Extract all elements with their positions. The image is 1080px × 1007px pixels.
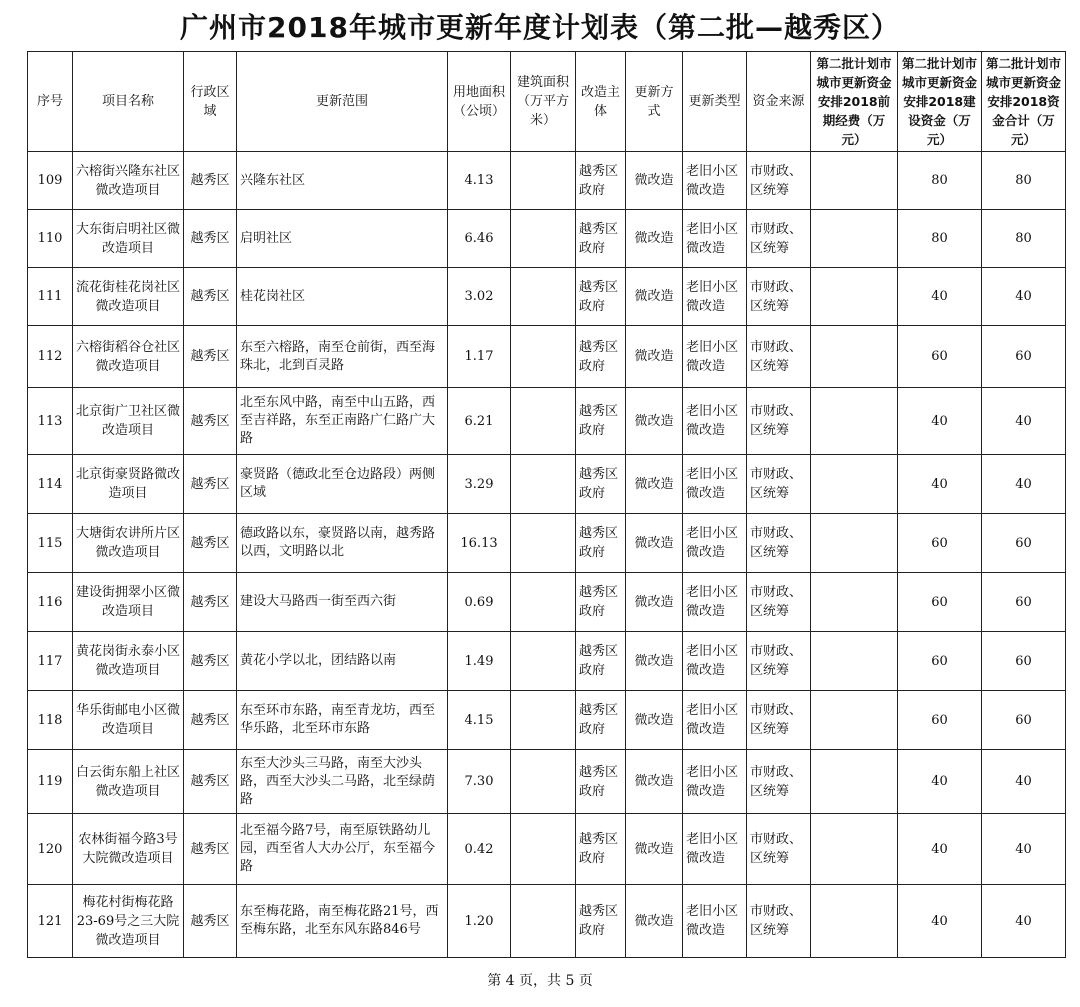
cell-total-fund: 40 — [982, 885, 1066, 958]
cell-prev-fund — [811, 750, 898, 814]
cell-fund-source: 市财政、区统筹 — [747, 750, 811, 814]
cell-prev-fund — [811, 455, 898, 514]
cell-total-fund: 60 — [982, 326, 1066, 388]
cell-total-fund: 40 — [982, 388, 1066, 455]
cell-scope: 东至环市东路，南至青龙坊，西至华乐路，北至环市东路 — [237, 691, 448, 750]
cell-district: 越秀区 — [184, 632, 237, 691]
cell-type: 老旧小区微改造 — [683, 514, 747, 573]
header-land-area: 用地面积（公顷） — [448, 52, 511, 152]
cell-build-fund: 60 — [898, 514, 982, 573]
table-row — [28, 691, 1066, 750]
header-building-area: 建筑面积（万平方米） — [511, 52, 576, 152]
cell-building-area — [511, 691, 576, 750]
cell-fund-source: 市财政、区统筹 — [747, 814, 811, 885]
cell-type: 老旧小区微改造 — [683, 152, 747, 210]
cell-method: 微改造 — [626, 691, 683, 750]
cell-type: 老旧小区微改造 — [683, 691, 747, 750]
cell-scope: 启明社区 — [237, 210, 448, 268]
table-row — [28, 514, 1066, 573]
cell-total-fund: 40 — [982, 455, 1066, 514]
cell-type: 老旧小区微改造 — [683, 326, 747, 388]
header-prev-fund: 第二批计划市城市更新资金安排2018前期经费（万元） — [811, 52, 898, 152]
cell-build-fund: 60 — [898, 632, 982, 691]
cell-type: 老旧小区微改造 — [683, 388, 747, 455]
cell-subject: 越秀区政府 — [576, 885, 626, 958]
cell-seq: 114 — [28, 455, 73, 514]
cell-district: 越秀区 — [184, 210, 237, 268]
cell-type: 老旧小区微改造 — [683, 268, 747, 326]
cell-fund-source: 市财政、区统筹 — [747, 514, 811, 573]
cell-seq: 121 — [28, 885, 73, 958]
cell-seq: 115 — [28, 514, 73, 573]
table-row — [28, 750, 1066, 814]
cell-name: 白云街东船上社区微改造项目 — [73, 750, 184, 814]
cell-prev-fund — [811, 514, 898, 573]
header-scope: 更新范围 — [237, 52, 448, 152]
cell-subject: 越秀区政府 — [576, 455, 626, 514]
cell-name: 农林街福今路3号大院微改造项目 — [73, 814, 184, 885]
cell-build-fund: 40 — [898, 750, 982, 814]
cell-scope: 黄花小学以北，团结路以南 — [237, 632, 448, 691]
cell-scope: 东至梅花路，南至梅花路21号，西至梅东路，北至东风东路846号 — [237, 885, 448, 958]
cell-method: 微改造 — [626, 210, 683, 268]
cell-subject: 越秀区政府 — [576, 326, 626, 388]
header-type: 更新类型 — [683, 52, 747, 152]
table-row — [28, 632, 1066, 691]
cell-fund-source: 市财政、区统筹 — [747, 268, 811, 326]
cell-land-area: 3.02 — [448, 268, 511, 326]
cell-prev-fund — [811, 152, 898, 210]
cell-method: 微改造 — [626, 750, 683, 814]
cell-subject: 越秀区政府 — [576, 814, 626, 885]
cell-prev-fund — [811, 691, 898, 750]
cell-seq: 111 — [28, 268, 73, 326]
cell-seq: 110 — [28, 210, 73, 268]
header-build-fund: 第二批计划市城市更新资金安排2018建设资金（万元） — [898, 52, 982, 152]
cell-land-area: 1.49 — [448, 632, 511, 691]
cell-name: 华乐街邮电小区微改造项目 — [73, 691, 184, 750]
cell-subject: 越秀区政府 — [576, 268, 626, 326]
cell-method: 微改造 — [626, 326, 683, 388]
cell-total-fund: 40 — [982, 750, 1066, 814]
header-method: 更新方式 — [626, 52, 683, 152]
cell-fund-source: 市财政、区统筹 — [747, 885, 811, 958]
cell-seq: 116 — [28, 573, 73, 632]
cell-fund-source: 市财政、区统筹 — [747, 152, 811, 210]
table-row — [28, 268, 1066, 326]
cell-type: 老旧小区微改造 — [683, 885, 747, 958]
cell-building-area — [511, 268, 576, 326]
cell-name: 建设街拥翠小区微改造项目 — [73, 573, 184, 632]
cell-total-fund: 60 — [982, 691, 1066, 750]
cell-total-fund: 60 — [982, 632, 1066, 691]
cell-seq: 113 — [28, 388, 73, 455]
cell-land-area: 1.20 — [448, 885, 511, 958]
cell-type: 老旧小区微改造 — [683, 573, 747, 632]
table-row — [28, 814, 1066, 885]
table-row — [28, 573, 1066, 632]
cell-build-fund: 60 — [898, 691, 982, 750]
header-seq: 序号 — [28, 52, 73, 152]
cell-prev-fund — [811, 210, 898, 268]
cell-land-area: 4.13 — [448, 152, 511, 210]
cell-build-fund: 80 — [898, 210, 982, 268]
cell-name: 北京街豪贤路微改造项目 — [73, 455, 184, 514]
cell-total-fund: 80 — [982, 152, 1066, 210]
cell-total-fund: 80 — [982, 210, 1066, 268]
cell-type: 老旧小区微改造 — [683, 814, 747, 885]
cell-district: 越秀区 — [184, 326, 237, 388]
cell-method: 微改造 — [626, 455, 683, 514]
cell-building-area — [511, 210, 576, 268]
cell-method: 微改造 — [626, 388, 683, 455]
cell-district: 越秀区 — [184, 455, 237, 514]
cell-prev-fund — [811, 814, 898, 885]
cell-name: 黄花岗街永泰小区微改造项目 — [73, 632, 184, 691]
cell-district: 越秀区 — [184, 388, 237, 455]
cell-fund-source: 市财政、区统筹 — [747, 691, 811, 750]
cell-build-fund: 40 — [898, 885, 982, 958]
cell-build-fund: 60 — [898, 573, 982, 632]
cell-land-area: 0.42 — [448, 814, 511, 885]
cell-district: 越秀区 — [184, 573, 237, 632]
cell-district: 越秀区 — [184, 268, 237, 326]
cell-subject: 越秀区政府 — [576, 388, 626, 455]
table-header-row — [28, 52, 1066, 152]
table-body — [28, 152, 1066, 958]
cell-seq: 117 — [28, 632, 73, 691]
header-district: 行政区域 — [184, 52, 237, 152]
page-footer: 第 4 页，共 5 页 — [487, 973, 593, 989]
cell-prev-fund — [811, 268, 898, 326]
cell-scope: 豪贤路（德政北至仓边路段）两侧区域 — [237, 455, 448, 514]
cell-district: 越秀区 — [184, 814, 237, 885]
cell-prev-fund — [811, 885, 898, 958]
cell-scope: 桂花岗社区 — [237, 268, 448, 326]
cell-building-area — [511, 152, 576, 210]
cell-land-area: 0.69 — [448, 573, 511, 632]
header-name: 项目名称 — [73, 52, 184, 152]
cell-type: 老旧小区微改造 — [683, 210, 747, 268]
cell-build-fund: 80 — [898, 152, 982, 210]
cell-scope: 北至东风中路，南至中山五路，西至吉祥路，东至正南路广仁路广大路 — [237, 388, 448, 455]
cell-building-area — [511, 455, 576, 514]
cell-seq: 118 — [28, 691, 73, 750]
cell-method: 微改造 — [626, 814, 683, 885]
cell-total-fund: 60 — [982, 573, 1066, 632]
cell-land-area: 7.30 — [448, 750, 511, 814]
cell-subject: 越秀区政府 — [576, 514, 626, 573]
cell-building-area — [511, 750, 576, 814]
cell-prev-fund — [811, 632, 898, 691]
cell-method: 微改造 — [626, 268, 683, 326]
cell-land-area: 3.29 — [448, 455, 511, 514]
cell-land-area: 4.15 — [448, 691, 511, 750]
cell-building-area — [511, 514, 576, 573]
cell-method: 微改造 — [626, 573, 683, 632]
cell-scope: 东至大沙头三马路，南至大沙头路，西至大沙头二马路，北至绿荫路 — [237, 750, 448, 814]
cell-method: 微改造 — [626, 885, 683, 958]
cell-subject: 越秀区政府 — [576, 210, 626, 268]
cell-prev-fund — [811, 573, 898, 632]
cell-building-area — [511, 885, 576, 958]
cell-subject: 越秀区政府 — [576, 632, 626, 691]
cell-land-area: 16.13 — [448, 514, 511, 573]
cell-type: 老旧小区微改造 — [683, 632, 747, 691]
cell-subject: 越秀区政府 — [576, 152, 626, 210]
cell-subject: 越秀区政府 — [576, 691, 626, 750]
cell-land-area: 6.46 — [448, 210, 511, 268]
cell-district: 越秀区 — [184, 514, 237, 573]
cell-total-fund: 40 — [982, 814, 1066, 885]
cell-fund-source: 市财政、区统筹 — [747, 573, 811, 632]
cell-scope: 北至福今路7号，南至原铁路幼儿园，西至省人大办公厅，东至福今路 — [237, 814, 448, 885]
cell-land-area: 6.21 — [448, 388, 511, 455]
cell-seq: 120 — [28, 814, 73, 885]
cell-fund-source: 市财政、区统筹 — [747, 455, 811, 514]
cell-seq: 112 — [28, 326, 73, 388]
cell-scope: 德政路以东，豪贤路以南，越秀路以西，文明路以北 — [237, 514, 448, 573]
cell-scope: 建设大马路西一街至西六街 — [237, 573, 448, 632]
cell-build-fund: 40 — [898, 814, 982, 885]
cell-total-fund: 60 — [982, 514, 1066, 573]
cell-district: 越秀区 — [184, 750, 237, 814]
header-subject: 改造主体 — [576, 52, 626, 152]
table-row — [28, 455, 1066, 514]
cell-prev-fund — [811, 388, 898, 455]
cell-subject: 越秀区政府 — [576, 750, 626, 814]
cell-name: 大塘街农讲所片区微改造项目 — [73, 514, 184, 573]
cell-name: 六榕街兴隆东社区微改造项目 — [73, 152, 184, 210]
cell-method: 微改造 — [626, 632, 683, 691]
table-row — [28, 152, 1066, 210]
table-row — [28, 326, 1066, 388]
cell-building-area — [511, 388, 576, 455]
cell-total-fund: 40 — [982, 268, 1066, 326]
cell-build-fund: 40 — [898, 268, 982, 326]
cell-build-fund: 40 — [898, 455, 982, 514]
cell-seq: 119 — [28, 750, 73, 814]
cell-fund-source: 市财政、区统筹 — [747, 388, 811, 455]
cell-name: 北京街广卫社区微改造项目 — [73, 388, 184, 455]
page-title: 广州市2018年城市更新年度计划表（第二批—越秀区） — [180, 11, 900, 44]
cell-prev-fund — [811, 326, 898, 388]
cell-type: 老旧小区微改造 — [683, 750, 747, 814]
cell-name: 六榕街稻谷仓社区微改造项目 — [73, 326, 184, 388]
cell-name: 大东街启明社区微改造项目 — [73, 210, 184, 268]
cell-building-area — [511, 326, 576, 388]
cell-seq: 109 — [28, 152, 73, 210]
cell-fund-source: 市财政、区统筹 — [747, 326, 811, 388]
table-row — [28, 388, 1066, 455]
cell-name: 流花街桂花岗社区微改造项目 — [73, 268, 184, 326]
cell-subject: 越秀区政府 — [576, 573, 626, 632]
cell-scope: 兴隆东社区 — [237, 152, 448, 210]
cell-build-fund: 40 — [898, 388, 982, 455]
cell-scope: 东至六榕路，南至仓前街，西至海珠北，北到百灵路 — [237, 326, 448, 388]
cell-fund-source: 市财政、区统筹 — [747, 632, 811, 691]
table-row — [28, 210, 1066, 268]
cell-method: 微改造 — [626, 514, 683, 573]
cell-method: 微改造 — [626, 152, 683, 210]
cell-name: 梅花村街梅花路23-69号之三大院微改造项目 — [73, 885, 184, 958]
plan-table — [27, 51, 1066, 958]
cell-land-area: 1.17 — [448, 326, 511, 388]
table-row — [28, 885, 1066, 958]
cell-building-area — [511, 632, 576, 691]
header-fund-source: 资金来源 — [747, 52, 811, 152]
cell-district: 越秀区 — [184, 885, 237, 958]
cell-district: 越秀区 — [184, 152, 237, 210]
cell-type: 老旧小区微改造 — [683, 455, 747, 514]
header-total-fund: 第二批计划市城市更新资金安排2018资金合计（万元） — [982, 52, 1066, 152]
cell-fund-source: 市财政、区统筹 — [747, 210, 811, 268]
cell-building-area — [511, 814, 576, 885]
cell-district: 越秀区 — [184, 691, 237, 750]
cell-building-area — [511, 573, 576, 632]
cell-build-fund: 60 — [898, 326, 982, 388]
